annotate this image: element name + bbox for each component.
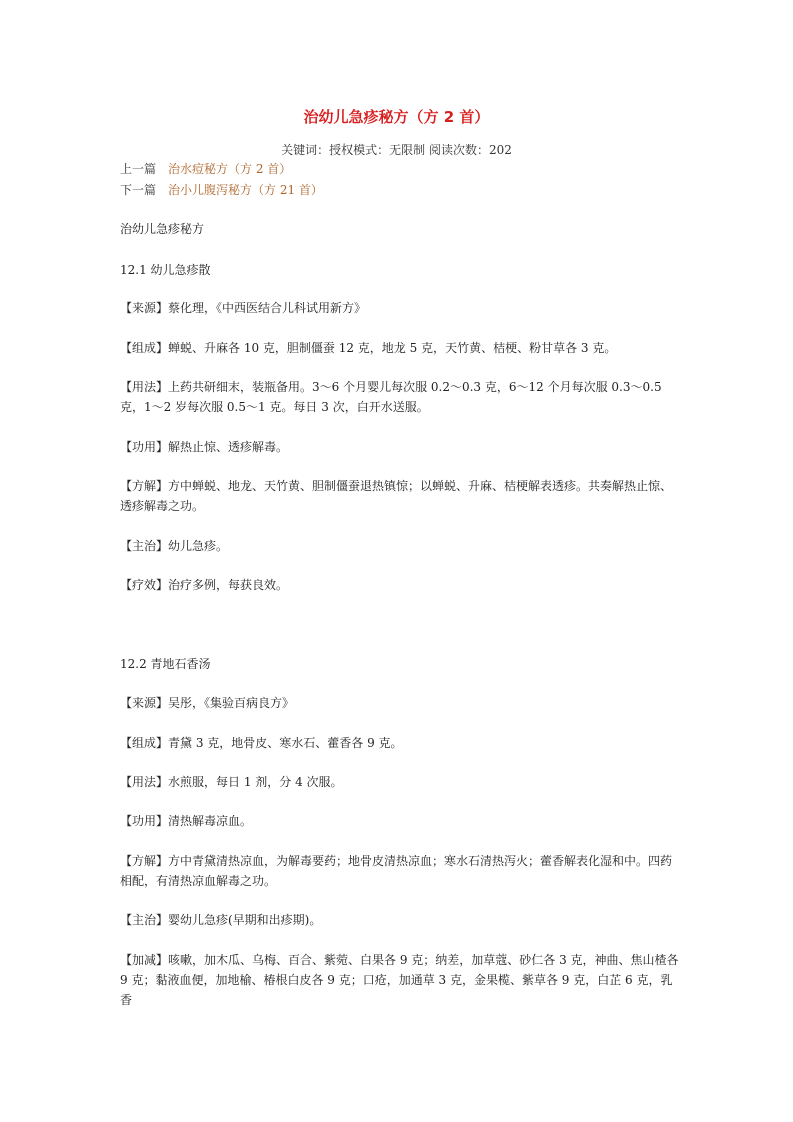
next-article-link[interactable]: 治小儿腹泻秘方（方 21 首）	[168, 183, 323, 197]
section-1-composition: 【组成】蝉蜕、升麻各 10 克，胆制僵蚕 12 克，地龙 5 克，天竹黄、桔梗、粉甘草各 3 克。	[120, 341, 617, 355]
section-2-source: 【来源】吴彤，《集验百病良方》	[120, 696, 295, 710]
section-1-efficacy: 【疗效】治疗多例，每获良效。	[120, 578, 289, 592]
section-2-indication: 【主治】婴幼儿急疹(早期和出疹期)。	[120, 913, 322, 927]
section-1-function: 【功用】解热止惊、透疹解毒。	[120, 440, 289, 454]
next-article-label: 下一篇	[120, 183, 157, 197]
section-1-source: 【来源】蔡化理，《中西医结合儿科试用新方》	[120, 301, 367, 315]
section-1-title: 12.1 幼儿急疹散	[120, 263, 211, 277]
section-2-usage: 【用法】水煎服，每日 1 剂，分 4 次服。	[120, 775, 343, 789]
section-2-title: 12.2 青地石香汤	[120, 657, 211, 671]
section-2-composition: 【组成】青黛 3 克，地骨皮、寒水石、藿香各 9 克。	[120, 736, 403, 750]
section-1-usage: 【用法】上药共研细末，装瓶备用。3～6 个月婴儿每次服 0.2～0.3 克，6～12 个月每次服 0.3～0.5 克，1～2 岁每次服 0.5～1 克。每日 3 次，白开水送服。	[120, 380, 662, 414]
section-1-indication: 【主治】幼儿急疹。	[120, 539, 229, 553]
section-2-explanation: 【方解】方中青黛清热凉血，为解毒要药；地骨皮清热凉血；寒水石清热泻火；藿香解表化湿和中。四药相配，有清热凉血解毒之功。	[120, 854, 673, 888]
next-article-nav	[120, 181, 323, 198]
section-2-modifications: 【加减】咳嗽，加木瓜、乌梅、百合、紫菀、白果各 9 克；纳差，加草蔻、砂仁各 3 克，神曲、焦山楂各 9 克；黏液血便，加地榆、椿根白皮各 9 克；口疮，加通草 3 克，金果榄、紫草各 9 克，白芷 6 克，乳香	[120, 953, 679, 1007]
content-heading: 治幼儿急疹秘方	[120, 222, 205, 236]
page-title: 治幼儿急疹秘方（方 2 首）	[303, 108, 490, 126]
section-2-function: 【功用】清热解毒凉血。	[120, 814, 253, 828]
prev-article-nav	[120, 160, 291, 177]
prev-article-link[interactable]: 治水痘秘方（方 2 首）	[168, 162, 292, 176]
prev-article-label: 上一篇	[120, 162, 157, 176]
article-meta: 关键词：授权模式：无限制 阅读次数：202	[281, 143, 512, 157]
section-1-explanation: 【方解】方中蝉蜕、地龙、天竹黄、胆制僵蚕退热镇惊；以蝉蜕、升麻、桔梗解表透疹。共奏解热止惊、透疹解毒之功。	[120, 479, 673, 513]
